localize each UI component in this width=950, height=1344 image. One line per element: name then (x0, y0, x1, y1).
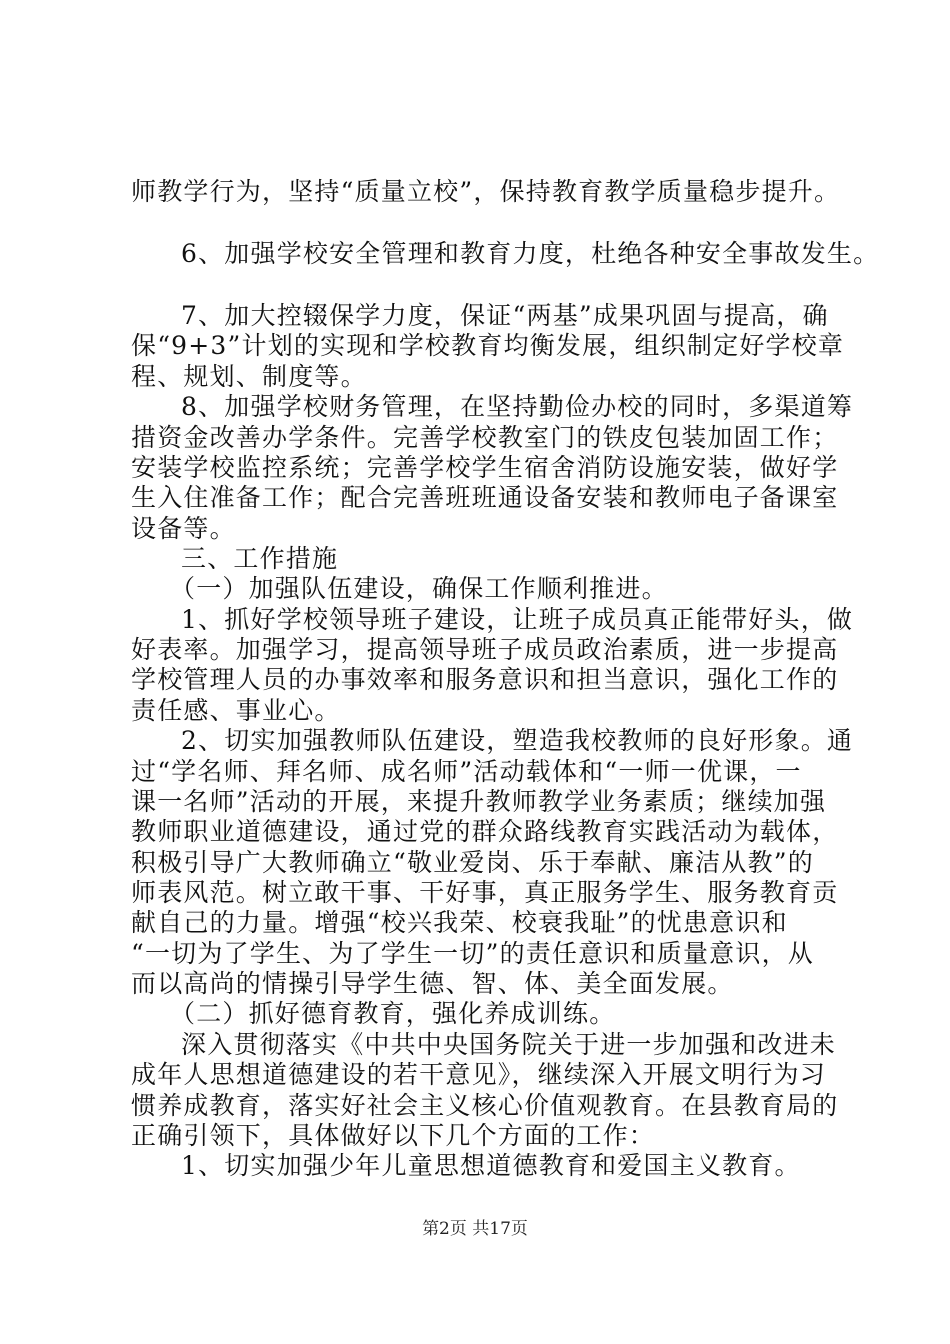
text-line: 过“学名师、拜名师、成名师”活动载体和“一师一优课，一 (131, 757, 802, 786)
text-line: 6、加强学校安全管理和教育力度，杜绝各种安全事故发生。 (181, 239, 880, 268)
text-line: 师表风范。树立敢干事、干好事，真正服务学生、服务教育贡 (131, 878, 839, 907)
text-line: 深入贯彻落实《中共中央国务院关于进一步加强和改进未 (181, 1030, 837, 1059)
text-line: 1、抓好学校领导班子建设，让班子成员真正能带好头，做 (181, 605, 854, 634)
text-line: 保“9+3”计划的实现和学校教育均衡发展，组织制定好学校章 (131, 331, 845, 360)
text-line: 程、规划、制度等。 (131, 362, 367, 391)
subsection-heading: （二）抓好德育教育，强化养成训练。 (170, 999, 616, 1028)
subsection-heading: （一）加强队伍建设，确保工作顺利推进。 (170, 574, 668, 603)
text-line: 正确引领下，具体做好以下几个方面的工作： (131, 1121, 656, 1150)
text-line: “一切为了学生、为了学生一切”的责任意识和质量意识，从 (131, 939, 814, 968)
text-line: 成年人思想道德建设的若干意见》，继续深入开展文明行为习 (131, 1060, 826, 1089)
text-line: 8、加强学校财务管理，在坚持勤俭办校的同时，多渠道筹 (181, 392, 854, 421)
text-line: 而以高尚的情操引导学生德、智、体、美全面发展。 (131, 969, 734, 998)
section-heading: 三、工作措施 (181, 544, 339, 573)
text-line: 惯养成教育，落实好社会主义核心价值观教育。在县教育局的 (131, 1091, 839, 1120)
text-line: 教师职业道德建设，通过党的群众路线教育实践活动为载体， (131, 817, 839, 846)
text-line: 措资金改善办学条件。完善学校教室门的铁皮包装加固工作； (131, 423, 839, 452)
text-line: 7、加大控辍保学力度，保证“两基”成果巩固与提高，确 (181, 301, 829, 330)
text-line: 积极引导广大教师确立“敬业爱岗、乐于奉献、廉洁从教”的 (131, 848, 814, 877)
text-line: 师教学行为，坚持“质量立校”，保持教育教学质量稳步提升。 (131, 177, 841, 206)
text-line: 安装学校监控系统；完善学校学生宿舍消防设施安装，做好学 (131, 453, 839, 482)
text-line: 2、切实加强教师队伍建设，塑造我校教师的良好形象。通 (181, 726, 854, 755)
text-line: 责任感、事业心。 (131, 696, 341, 725)
text-line: 生入住准备工作；配合完善班班通设备安装和教师电子备课室 (131, 483, 839, 512)
page-footer: 第2页 共17页 (422, 1219, 528, 1239)
text-line: 课一名师”活动的开展，来提升教师教学业务素质；继续加强 (131, 787, 827, 816)
text-line: 学校管理人员的办事效率和服务意识和担当意识，强化工作的 (131, 665, 839, 694)
text-line: 好表率。加强学习，提高领导班子成员政治素质，进一步提高 (131, 635, 839, 664)
text-line: 献自己的力量。增强“校兴我荣、校衰我耻”的忧患意识和 (131, 908, 788, 937)
text-line: 设备等。 (131, 514, 236, 543)
text-line: 1、切实加强少年儿童思想道德教育和爱国主义教育。 (181, 1151, 801, 1180)
